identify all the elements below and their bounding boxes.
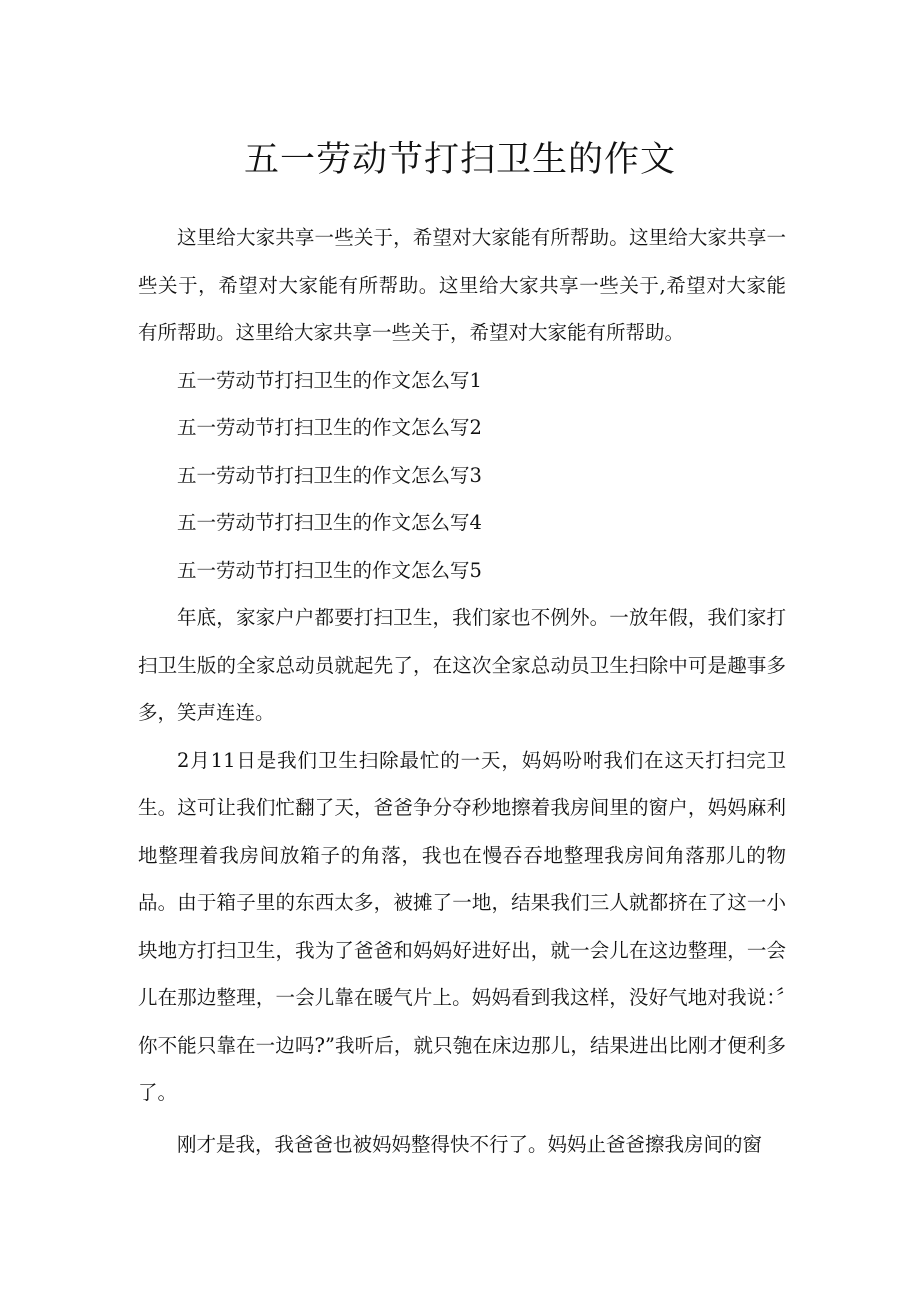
outline-item: 五一劳动节打扫卫生的作文怎么写3 [177, 463, 482, 487]
body-paragraph: 2月11日是我们卫生扫除最忙的一天，妈妈吩咐我们在这天打扫完卫生。这可让我们忙翻了天，爸爸争分夺秒地擦着我房间里的窗户，妈妈麻利地整理着我房间放箱子的角落，我也在慢吞吞地整理我房间角落那儿的物品。由于箱子里的东西太多，被摊了一地，结果我们三人就都挤在了这一小块地方打扫卫生，我为了爸爸和妈妈好进好出，就一会儿在这边整理，一会儿在那边整理，一会儿靠在暖气片上。妈妈看到我这样，没好气地对我说：〞你不能只靠在一边吗?”我听后，就只匏在床边那儿，结果进出比刚才便利多了。 [138, 748, 786, 1104]
outline-item: 五一劳动节打扫卫生的作文怎么写4 [177, 511, 482, 534]
intro-paragraph: 这里给大家共享一些关于，希望对大家能有所帮助。这里给大家共享一些关于，希望对大家能有所帮助。这里给大家共享一些关于,希望对大家能有所帮助。这里给大家共享一些关于，希望对大家能有所帮助。 [138, 226, 786, 344]
outline-item: 五一劳动节打扫卫生的作文怎么写1 [177, 368, 482, 392]
page-title: 五一劳动节打扫卫生的作文 [243, 140, 676, 180]
outline-item: 五一劳动节打扫卫生的作文怎么写2 [177, 416, 482, 439]
body-paragraph: 刚才是我，我爸爸也被妈妈整得快不行了。妈妈止爸爸擦我房间的窗 [177, 1132, 763, 1156]
outline-item: 五一劳动节打扫卫生的作文怎么写5 [177, 558, 482, 582]
document-body [138, 214, 786, 1168]
body-paragraph: 年底，家家户户都要打扫卫生，我们家也不例外。一放年假，我们家打扫卫生版的全家总动员就起先了，在这次全家总动员卫生扫除中可是趣事多多，笑声连连。 [138, 606, 786, 724]
